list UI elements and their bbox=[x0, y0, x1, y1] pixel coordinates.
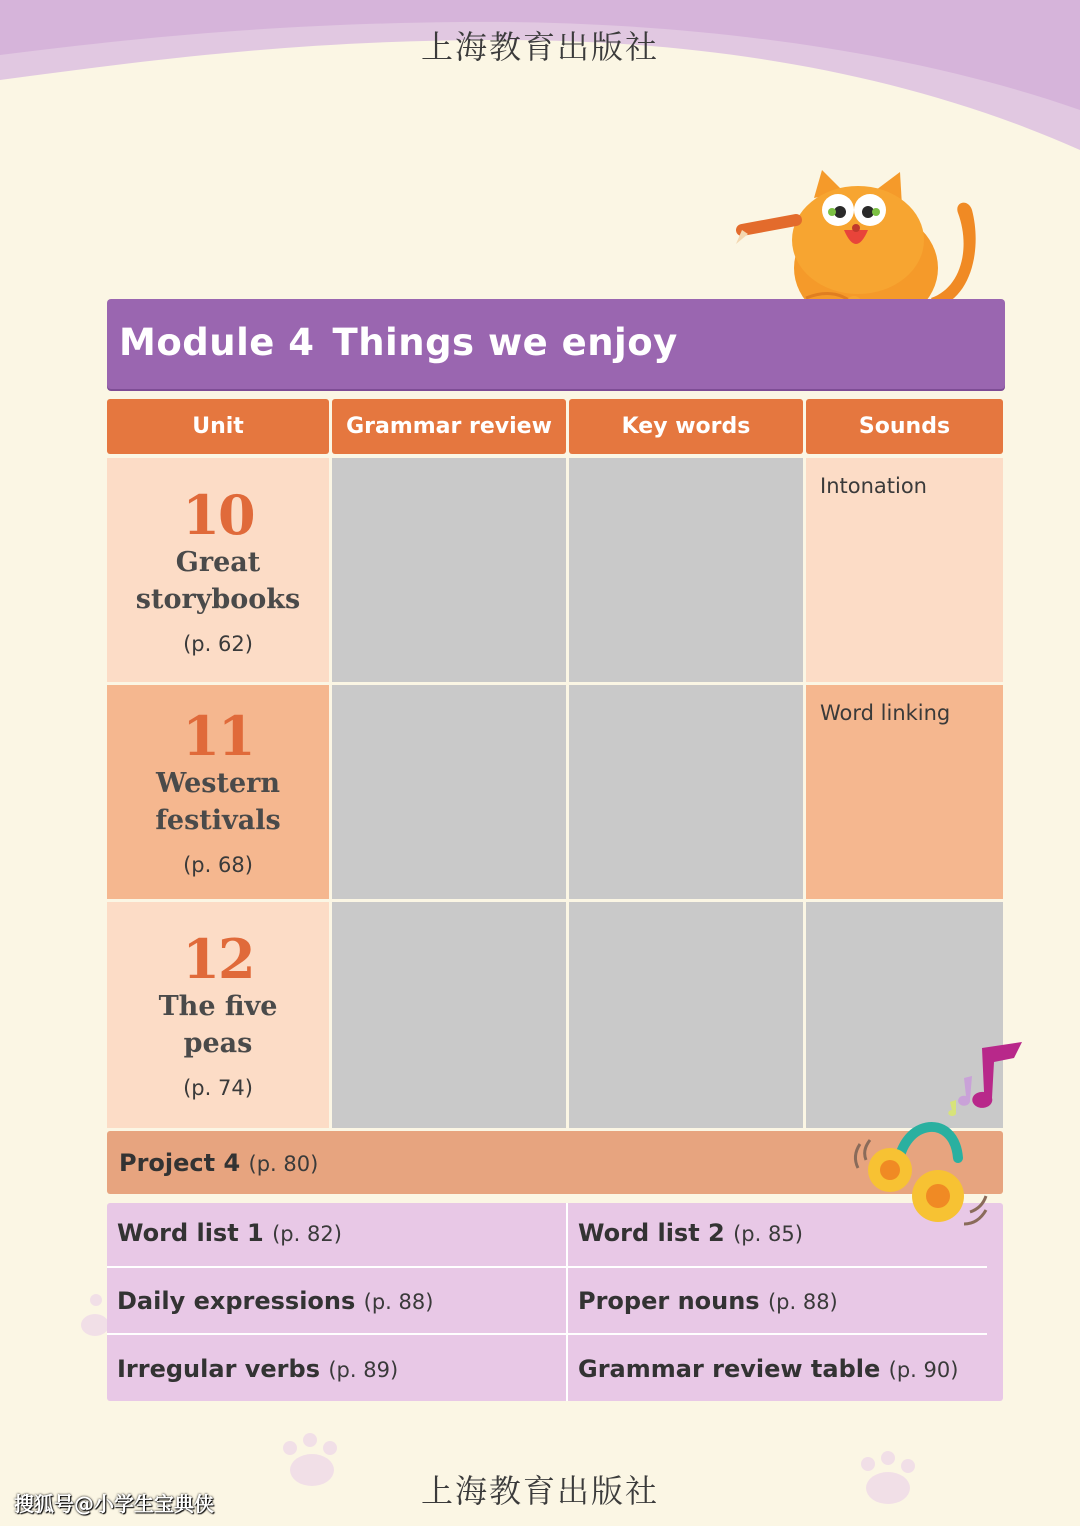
divider bbox=[566, 1203, 568, 1401]
unit-number: 12 bbox=[182, 927, 254, 991]
grammar-review-cell bbox=[332, 685, 566, 899]
sounds-text: Intonation bbox=[820, 474, 927, 498]
unit-page: (p. 68) bbox=[183, 853, 253, 877]
reference-label: Word list 1 bbox=[117, 1219, 264, 1247]
sounds-text: Word linking bbox=[820, 701, 951, 725]
unit-cell-11 bbox=[107, 685, 329, 899]
header-unit: Unit bbox=[107, 399, 329, 454]
reference-page: (p. 89) bbox=[328, 1358, 399, 1382]
headphones-music-illustration bbox=[846, 1040, 1032, 1240]
module-banner bbox=[107, 299, 1005, 389]
divider bbox=[107, 1266, 987, 1268]
header-key-words: Key words bbox=[569, 399, 803, 454]
unit-title: The five peas bbox=[158, 991, 278, 1059]
unit-number: 10 bbox=[182, 483, 254, 547]
cat-mascot-illustration bbox=[736, 168, 976, 318]
header-sounds: Sounds bbox=[806, 399, 1003, 454]
header-grammar-review: Grammar review bbox=[332, 399, 566, 454]
publisher-footer: 上海教育出版社 bbox=[420, 1472, 659, 1510]
reference-label: Grammar review table bbox=[578, 1355, 881, 1383]
reference-item bbox=[578, 1219, 803, 1247]
sounds-cell bbox=[806, 685, 1003, 899]
grammar-review-cell bbox=[332, 902, 566, 1128]
unit-page: (p. 62) bbox=[183, 632, 253, 656]
module-title bbox=[119, 321, 678, 364]
reference-page: (p. 85) bbox=[733, 1222, 803, 1246]
module-number: Module 4 bbox=[119, 321, 315, 364]
reference-item bbox=[117, 1219, 342, 1247]
publisher-header: 上海教育出版社 bbox=[420, 28, 659, 66]
project-page: (p. 80) bbox=[248, 1152, 319, 1176]
module-name: Things we enjoy bbox=[332, 321, 678, 364]
reference-page: (p. 88) bbox=[767, 1290, 838, 1314]
reference-item bbox=[117, 1287, 433, 1315]
reference-page: (p. 88) bbox=[363, 1290, 434, 1314]
reference-item bbox=[117, 1355, 398, 1383]
sounds-cell bbox=[806, 458, 1003, 682]
reference-label: Word list 2 bbox=[578, 1219, 725, 1247]
unit-page: (p. 74) bbox=[183, 1076, 253, 1100]
reference-label: Daily expressions bbox=[117, 1287, 356, 1315]
reference-item bbox=[578, 1355, 958, 1383]
contents-table bbox=[107, 399, 1003, 1129]
reference-page: (p. 90) bbox=[888, 1358, 959, 1382]
key-words-cell bbox=[569, 458, 803, 682]
unit-cell-12 bbox=[107, 902, 329, 1128]
project-label bbox=[119, 1149, 318, 1177]
key-words-cell bbox=[569, 902, 803, 1128]
divider bbox=[107, 1333, 987, 1335]
unit-cell-10 bbox=[107, 458, 329, 682]
unit-title: Great storybooks bbox=[135, 547, 301, 615]
reference-page: (p. 82) bbox=[272, 1222, 342, 1246]
unit-title: Western festivals bbox=[155, 768, 281, 836]
grammar-review-cell bbox=[332, 458, 566, 682]
project-title: Project 4 bbox=[119, 1149, 241, 1177]
reference-label: Proper nouns bbox=[578, 1287, 760, 1315]
unit-number: 11 bbox=[182, 704, 254, 768]
reference-label: Irregular verbs bbox=[117, 1355, 320, 1383]
key-words-cell bbox=[569, 685, 803, 899]
watermark-text: 搜狐号@小学生宝典侠 bbox=[14, 1492, 214, 1516]
reference-item bbox=[578, 1287, 838, 1315]
